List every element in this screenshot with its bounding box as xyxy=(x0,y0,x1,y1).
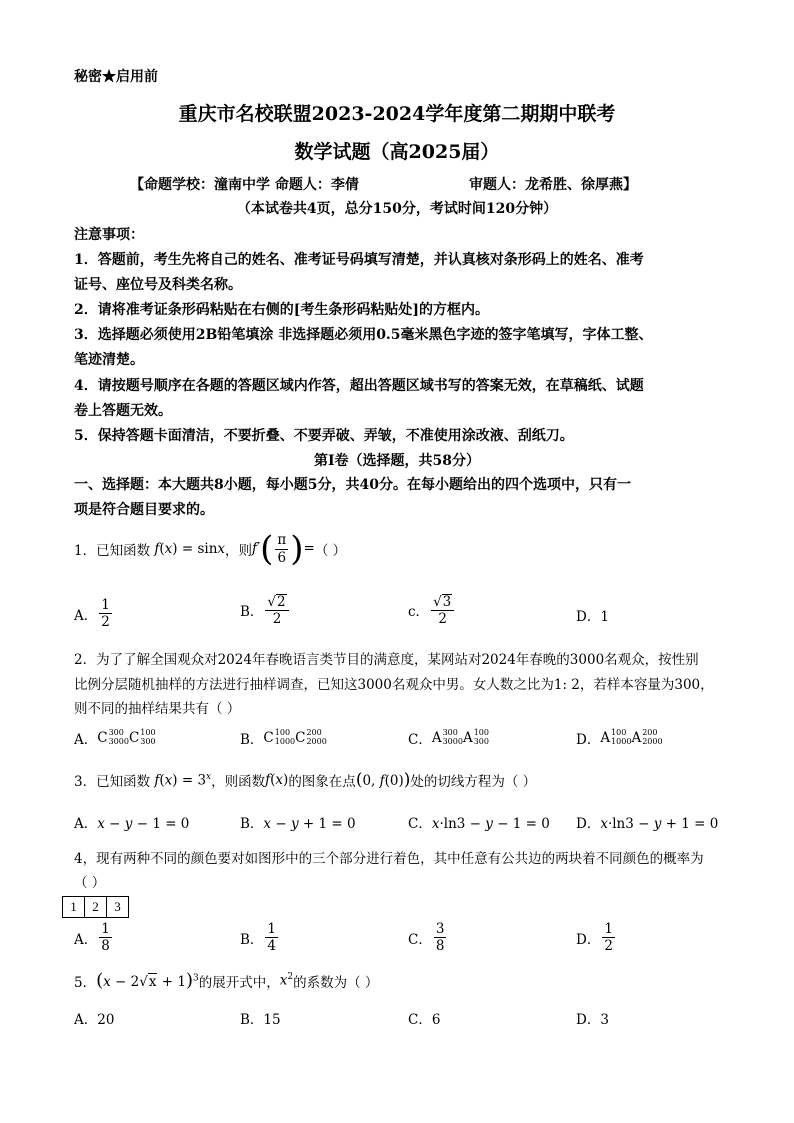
exam-title: 重庆市名校联盟2023-2024学年度第二期期中联考 xyxy=(178,103,616,125)
q5-option-a: A．20 xyxy=(74,1012,115,1028)
q3-option-b xyxy=(240,812,356,832)
equation: x − y + 1 = 0 xyxy=(263,816,356,832)
q2-option-d xyxy=(576,728,663,748)
figure-cell: 2 xyxy=(85,897,107,917)
option-label: C． xyxy=(408,931,432,948)
question-2-stem: 比例分层随机抽样的方法进行抽样调查，已知这3000名观众中男。女人数之比为1: 2，若样本容量为300， xyxy=(74,677,714,693)
q2-option-a xyxy=(74,728,156,748)
exam-subtitle: 数学试题（高2025届） xyxy=(294,141,500,163)
question-4-stem: 4，现有两种不同的颜色要对如图形中的三个部分进行着色，其中任意有公共边的两块着不同颜色的概率为 xyxy=(74,851,704,867)
option-label: A． xyxy=(74,816,98,832)
q5-option-d: D．3 xyxy=(576,1012,609,1028)
fraction: $\frac{1}{4}$ xyxy=(267,921,277,955)
note-line: 2．请将准考证条形码粘贴在右侧的[考生条形码粘贴处]的方框内。 xyxy=(74,302,489,318)
q1-option-a xyxy=(74,598,114,629)
fraction: √ 3 2 xyxy=(431,594,454,626)
permutation-expression: A 300 3000 A 100 300 xyxy=(431,728,489,746)
q1-option-d: D．1 xyxy=(576,609,609,625)
option-label: B． xyxy=(240,931,264,948)
note-line: 1．答题前，考生先将自己的姓名、准考证号码填写清楚，并认真核对条形码上的姓名、准考 xyxy=(74,252,644,268)
q1-answer-paren: （ ） xyxy=(314,543,347,559)
option-label: B． xyxy=(240,604,264,621)
q5-expression: (x − 2 √ x + 1)$^3$ xyxy=(96,970,199,991)
note-line: 证号、座位号及科类名称。 xyxy=(74,277,242,293)
q5-text: 的系数为（ ） xyxy=(293,974,379,991)
option-label: D． xyxy=(576,732,601,748)
combination-expression: C 100 1000 C 200 2000 xyxy=(263,728,327,746)
q5-text: 的展开式中， xyxy=(198,974,280,991)
question-3-stem xyxy=(74,770,536,790)
q3-text: 的图象在点 xyxy=(288,774,356,790)
q1-option-b xyxy=(240,594,291,626)
option-label: D． xyxy=(576,816,601,832)
note-line: 笔迹清楚。 xyxy=(74,352,144,368)
q1-option-c xyxy=(408,594,456,626)
option-label: c． xyxy=(408,604,430,621)
q1-derivative: f′( $\frac{\pi}{6}$ )= xyxy=(252,529,315,569)
notes-heading: 注意事项： xyxy=(74,227,144,243)
option-label: B． xyxy=(240,816,264,832)
coloring-figure xyxy=(62,896,129,918)
question-2-stem: 2．为了了解全国观众对2024年春晚语言类节目的满意度，某网站对2024年春晚的3000名观众，按性别 xyxy=(74,652,699,668)
option-label: A． xyxy=(74,732,98,748)
q5-option-b: B．15 xyxy=(240,1012,281,1028)
note-line: 4．请按题号顺序在各题的答题区域内作答，超出答题区域书写的答案无效，在草稿纸、试题 xyxy=(74,378,644,394)
part1-intro: 一、选择题：本大题共8小题，每小题5分，共40分。在每小题给出的四个选项中，只有一 xyxy=(74,477,631,493)
q1-function: f(x) = sinx xyxy=(150,541,226,557)
q2-option-c xyxy=(408,728,489,748)
q1-text: ，则 xyxy=(225,543,253,559)
equation: x·ln3 − y − 1 = 0 xyxy=(431,816,550,832)
figure-cell: 3 xyxy=(114,899,121,914)
q3-function: $f(x) = 3^x$ xyxy=(150,771,212,789)
reviewer-line: 审题人：龙希胜、徐厚燕】 xyxy=(469,177,637,193)
fraction: $\frac{1}{2}$ xyxy=(101,597,110,631)
figure-cell: 1 xyxy=(63,897,85,917)
exam-info: （本试卷共4页，总分150分，考试时间120分钟） xyxy=(236,201,558,217)
part1-intro: 项是符合题目要求的。 xyxy=(74,502,214,518)
fraction: $\frac{3}{8}$ xyxy=(435,921,445,955)
q5-term: $x^2$ xyxy=(279,972,294,989)
q1-text: 1．已知函数 xyxy=(74,543,151,559)
q3-option-c xyxy=(408,812,550,832)
q4-option-c xyxy=(408,922,448,953)
q2-option-b xyxy=(240,728,327,748)
question-5-stem xyxy=(74,970,378,991)
question-2-stem: 则不同的抽样结果共有（ ） xyxy=(74,701,241,717)
fraction: $\frac{1}{2}$ xyxy=(604,921,613,955)
equation: x·ln3 − y + 1 = 0 xyxy=(600,816,719,832)
note-line: 5．保持答题卡面清洁，不要折叠、不要弄破、弄皱，不准使用涂改液、刮纸刀。 xyxy=(74,428,574,444)
fraction: √ 2 2 xyxy=(265,594,288,626)
combination-expression: C 300 3000 C 100 300 xyxy=(97,728,156,746)
permutation-expression: A 100 1000 A 200 2000 xyxy=(600,728,663,746)
q3-text: ，则函数 xyxy=(211,774,266,790)
note-line: 3．选择题必须使用2B铅笔填涂 非选择题必须用0.5毫米黑色字迹的签字笔填写，字体工整、 xyxy=(74,327,653,343)
q4-option-d xyxy=(576,922,617,953)
q4-option-a xyxy=(74,922,114,953)
equation: x − y − 1 = 0 xyxy=(97,816,190,832)
option-label: C． xyxy=(408,816,432,832)
q3-point: (0, f(0)) xyxy=(355,770,411,790)
q3-text: 3．已知函数 xyxy=(74,774,151,790)
author-line: 【命题学校：潼南中学 命题人：李倩 xyxy=(130,177,359,193)
q3-function-ref: f(x) xyxy=(265,772,289,788)
q4-option-b xyxy=(240,922,280,953)
q3-option-d xyxy=(576,812,718,832)
option-label: B． xyxy=(240,732,264,748)
q3-text: 处的切线方程为（ ） xyxy=(410,774,537,790)
option-label: D． xyxy=(576,931,601,948)
secret-label: 秘密★启用前 xyxy=(74,69,158,85)
q5-text: 5． xyxy=(74,974,97,991)
note-line: 卷上答题无效。 xyxy=(74,403,172,419)
option-label: C． xyxy=(408,732,432,748)
q4-answer-paren: （ ） xyxy=(74,875,106,891)
question-1-stem xyxy=(74,529,347,569)
q3-option-a xyxy=(74,812,189,832)
part1-title: 第Ⅰ卷（选择题，共58分） xyxy=(313,453,481,469)
option-label: A． xyxy=(74,931,98,948)
fraction: $\frac{1}{8}$ xyxy=(101,921,110,955)
q5-option-c: C．6 xyxy=(408,1012,441,1028)
option-label: A． xyxy=(74,607,98,624)
